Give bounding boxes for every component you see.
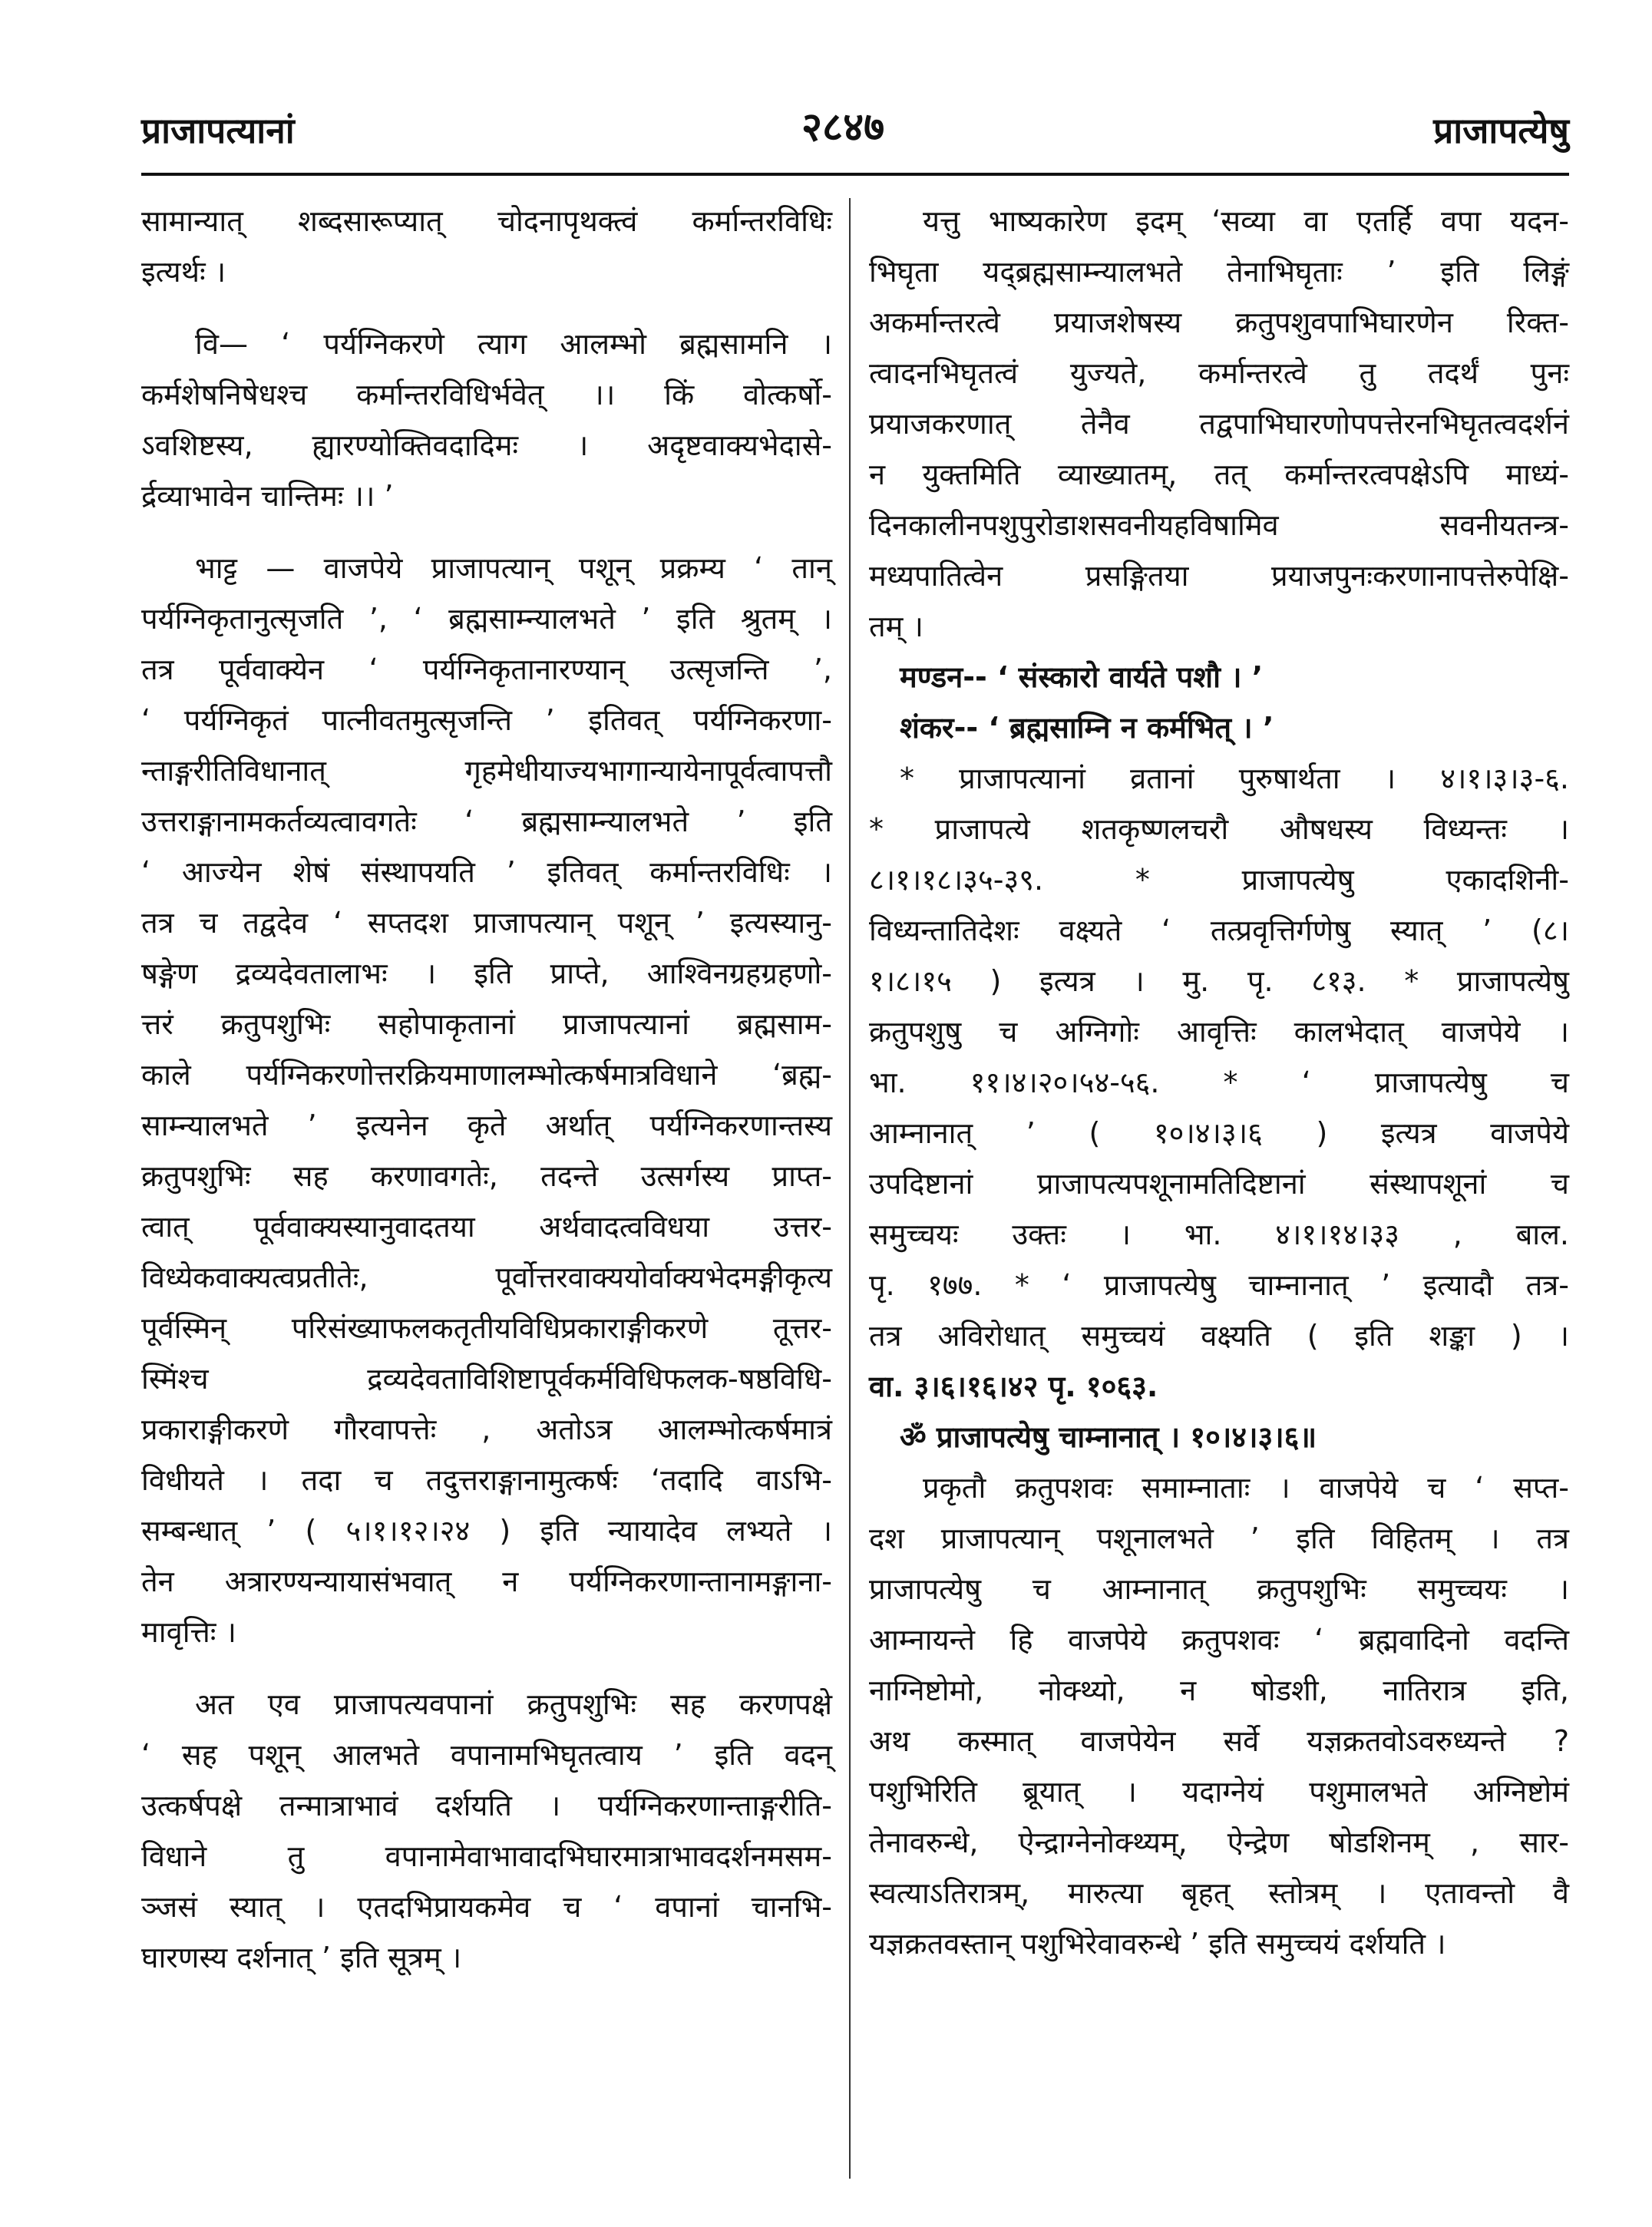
text-line: शंकर-- ‘ ब्रह्मसाम्नि न कर्मभित् । ’: [900, 711, 1274, 745]
text-line: प्रकाराङ्गीकरणे गौरवापत्तेः , अतोऽत्र आलम्भोत्कर्षमात्रं: [141, 1413, 832, 1446]
text-line: स्मिंश्च द्रव्यदेवताविशिष्टापूर्वकर्मविधिफलक-षष्ठविधि-: [141, 1362, 832, 1396]
text-line: तम् ।: [869, 610, 923, 643]
page-header: [141, 106, 1569, 160]
text-line: काले पर्यग्निकरणोत्तरक्रियमाणालम्भोत्कर्षमात्रविधाने ‘ब्रह्म-: [141, 1058, 832, 1092]
text-line: न्ताङ्गरीतिविधानात् गृहमेधीयाज्यभागान्यायेनापूर्वत्वापत्तौ: [141, 754, 832, 788]
page-number: २८४७: [801, 104, 885, 150]
text-line: उपदिष्टानां प्राजापत्यपशूनामतिदिष्टानां संस्थापशूनां च: [869, 1167, 1569, 1201]
text-line: १।८।१५ ) इत्यत्र । मु. पृ. ८१३. * प्राजापत्येषु: [869, 964, 1569, 998]
text-line: पशुभिरिति ब्रूयात् । यदाग्नेयं पशुमालभते अग्निष्टोमं: [869, 1775, 1569, 1809]
text-line: मावृत्तिः ।: [141, 1615, 236, 1649]
text-line: सामान्यात् शब्दसारूप्यात् चोदनापृथक्त्वं कर्मान्तरविधिः: [141, 204, 832, 238]
text-line: त्तरं क्रतुपशुभिः सहोपाकृतानां प्राजापत्यानां ब्रह्मसाम-: [141, 1007, 832, 1041]
text-line: ञ्जसं स्यात् । एतदभिप्रायकमेव च ‘ वपानां चानभि-: [141, 1890, 832, 1924]
text-line: क्रतुपशुषु च अग्निगोः आवृत्तिः कालभेदात् वाजपेये ।: [869, 1015, 1569, 1049]
text-line: वा. ३।६।१६।४२ पृ. १०६३.: [869, 1370, 1158, 1403]
text-line: समुच्चयः उक्तः । भा. ४।१।१४।३३ , बाल.: [869, 1218, 1569, 1251]
text-line: उत्तराङ्गानामकर्तव्यत्वावगतेः ‘ ब्रह्मसाम्न्यालभते ’ इति: [141, 805, 832, 838]
text-line: उत्कर्षपक्षे तन्मात्राभावं दर्शयति । पर्यग्निकरणान्ताङ्गरीति-: [141, 1789, 832, 1822]
text-line: वि— ‘ पर्यग्निकरणे त्याग आलम्भो ब्रह्मसामनि ।: [195, 327, 832, 361]
text-line: विध्येकवाक्यत्वप्रतीतेः, पूर्वोत्तरवाक्ययोर्वाक्यभेदमङ्गीकृत्य: [141, 1261, 832, 1294]
text-line: घारणस्य दर्शनात् ’ इति सूत्रम् ।: [141, 1941, 462, 1974]
text-line: त्वात् पूर्ववाक्यस्यानुवादतया अर्थवादत्वविधया उत्तर-: [141, 1210, 832, 1244]
text-line: दिनकालीनपशुपुरोडाशसवनीयहविषामिव सवनीयतन्त्र-: [869, 508, 1569, 542]
text-line: तेनावरुन्धे, ऐन्द्राग्नेनोक्थ्यम्, ऐन्द्रेण षोडशिनम् , सार-: [869, 1826, 1569, 1859]
text-line: तत्र अविरोधात् समुच्चयं वक्ष्यति ( इति शङ्का ) ।: [869, 1319, 1569, 1353]
text-line: विधाने तु वपानामेवाभावादभिघारमात्राभावदर्शनमसम-: [141, 1839, 832, 1873]
text-line: भिघृता यद्ब्रह्मसाम्न्यालभते तेनाभिघृताः ’ इति लिङ्गं: [869, 255, 1569, 289]
text-line: ‘ सह पशून् आलभते वपानामभिघृतत्वाय ’ इति वदन्: [141, 1738, 832, 1772]
text-line: साम्न्यालभते ’ इत्यनेन कृते अर्थात् पर्यग्निकरणान्तस्य: [141, 1109, 832, 1142]
text-line: इत्यर्थः ।: [141, 255, 226, 289]
text-line: कर्मशेषनिषेधश्च कर्मान्तरविधिर्भवेत् ।। किं वोत्कर्षो-: [141, 378, 832, 411]
column-separator: [849, 198, 851, 2179]
text-line: विध्यन्तातिदेशः वक्ष्यते ‘ तत्प्रवृत्तिर्गणेषु स्यात् ’ (८।: [869, 914, 1569, 947]
text-line: सम्बन्धात् ’ ( ५।१।१२।२४ ) इति न्यायादेव लभ्यते ।: [141, 1514, 832, 1548]
text-line: अत एव प्राजापत्यवपानां क्रतुपशुभिः सह करणपक्षे: [195, 1687, 832, 1721]
text-line: यज्ञक्रतवस्तान् पशुभिरेवावरुन्धे ’ इति समुच्चयं दर्शयति ।: [869, 1927, 1446, 1961]
text-line: मण्डन-- ‘ संस्कारो वार्यते पशौ । ’: [900, 660, 1264, 694]
text-line: ८।१।१८।३५-३९. * प्राजापत्येषु एकादशिनी-: [869, 863, 1569, 897]
text-line: यत्तु भाष्यकारेण इदम् ‘सव्या वा एतर्हि वपा यदन-: [923, 204, 1569, 238]
text-line: न युक्तमिति व्याख्यातम्, तत् कर्मान्तरत्वपक्षेऽपि माध्यं-: [869, 458, 1569, 491]
left-column: [141, 196, 832, 1983]
text-line: आम्नायन्ते हि वाजपेये क्रतुपशवः ‘ ब्रह्मवादिनो वदन्ति: [869, 1623, 1569, 1657]
text-line: नाग्निष्टोमो, नोक्थ्यो, न षोडशी, नातिरात्र इति,: [869, 1674, 1569, 1707]
text-line: आम्नानात् ’ ( १०।४।३।६ ) इत्यत्र वाजपेये: [869, 1116, 1569, 1150]
section-heading: ॐ प्राजापत्येषु चाम्नानात् । १०।४।३।६॥: [900, 1420, 1317, 1454]
text-line: र्द्रव्याभावेन चान्तिमः ।। ’: [141, 479, 394, 513]
text-line: ‘ पर्यग्निकृतं पात्नीवतमुत्सृजन्ति ’ इतिवत् पर्यग्निकरणा-: [141, 703, 832, 737]
text-line: पृ. १७७. * ‘ प्राजापत्येषु चाम्नानात् ’ इत्यादौ तत्र-: [869, 1268, 1569, 1302]
header-right-title: प्राजापत्येषु: [1433, 110, 1569, 151]
text-line: षङ्गेण द्रव्यदेवतालाभः । इति प्राप्ते, आश्विनग्रहग्रहणो-: [141, 957, 832, 990]
text-line: पूर्वस्मिन् परिसंख्याफलकतृतीयविधिप्रकाराङ्गीकरणे तूत्तर-: [141, 1311, 832, 1345]
text-line: * प्राजापत्ये शतकृष्णलचरौ औषधस्य विध्यन्तः ।: [869, 812, 1569, 846]
text-line: तेन अत्रारण्यन्यायासंभवात् न पर्यग्निकरणान्तानामङ्गाना-: [141, 1565, 832, 1598]
text-line: भा. ११।४।२०।५४-५६. * ‘ प्राजापत्येषु च: [869, 1066, 1569, 1099]
header-left-title: प्राजापत्यानां: [141, 110, 295, 151]
text-line: तत्र च तद्वदेव ‘ सप्तदश प्राजापत्यान् पशून् ’ इत्यस्यानु-: [141, 906, 832, 940]
header-rule: [141, 173, 1569, 176]
text-line: विधीयते । तदा च तदुत्तराङ्गानामुत्कर्षः ‘तदादि वाऽभि-: [141, 1463, 832, 1497]
text-line: अथ कस्मात् वाजपेयेन सर्वे यज्ञक्रतवोऽवरुध्यन्ते ?: [869, 1724, 1569, 1758]
text-line: दश प्राजापत्यान् पशूनालभते ’ इति विहितम् । तत्र: [869, 1522, 1569, 1555]
text-line: अकर्मान्तरत्वे प्रयाजशेषस्य क्रतुपशुवपाभिघारणेन रिक्त-: [869, 306, 1569, 339]
text-line: * प्राजापत्यानां व्रतानां पुरुषार्थता । ४।१।३।३-६.: [900, 762, 1569, 795]
text-line: पर्यग्निकृतानुत्सृजति ’, ‘ ब्रह्मसाम्न्यालभते ’ इति श्रुतम् ।: [141, 602, 832, 636]
text-line: ऽवशिष्टस्य, ह्यारण्योक्तिवदादिमः । अदृष्टवाक्यभेदासे-: [141, 428, 832, 462]
text-line: क्रतुपशुभिः सह करणावगतेः, तदन्ते उत्सर्गस्य प्राप्त-: [141, 1159, 832, 1193]
text-line: भाट्ट — वाजपेये प्राजापत्यान् पशून् प्रक्रम्य ‘ तान्: [195, 551, 832, 585]
text-line: तत्र पूर्ववाक्येन ‘ पर्यग्निकृतानारण्यान् उत्सृजन्ति ’,: [141, 653, 832, 686]
text-line: प्रकृतौ क्रतुपशवः समाम्नाताः । वाजपेये च ‘ सप्त-: [923, 1471, 1569, 1505]
right-column: [869, 196, 1569, 1969]
text-line: स्वत्याऽतिरात्रम्, मारुत्या बृहत् स्तोत्रम् । एतावन्तो वै: [869, 1876, 1569, 1910]
text-line: प्राजापत्येषु च आम्नानात् क्रतुपशुभिः समुच्चयः ।: [869, 1572, 1569, 1606]
text-line: ‘ आज्येन शेषं संस्थापयति ’ इतिवत् कर्मान्तरविधिः ।: [141, 855, 832, 889]
text-line: त्वादनभिघृतत्वं युज्यते, कर्मान्तरत्वे तु तदर्थं पुनः: [869, 356, 1569, 390]
text-line: प्रयाजकरणात् तेनैव तद्वपाभिघारणोपपत्तेरनभिघृतत्वदर्शनं: [869, 407, 1569, 441]
text-line: मध्यपातित्वेन प्रसङ्गितया प्रयाजपुनःकरणानापत्तेरुपेक्षि-: [869, 559, 1569, 593]
